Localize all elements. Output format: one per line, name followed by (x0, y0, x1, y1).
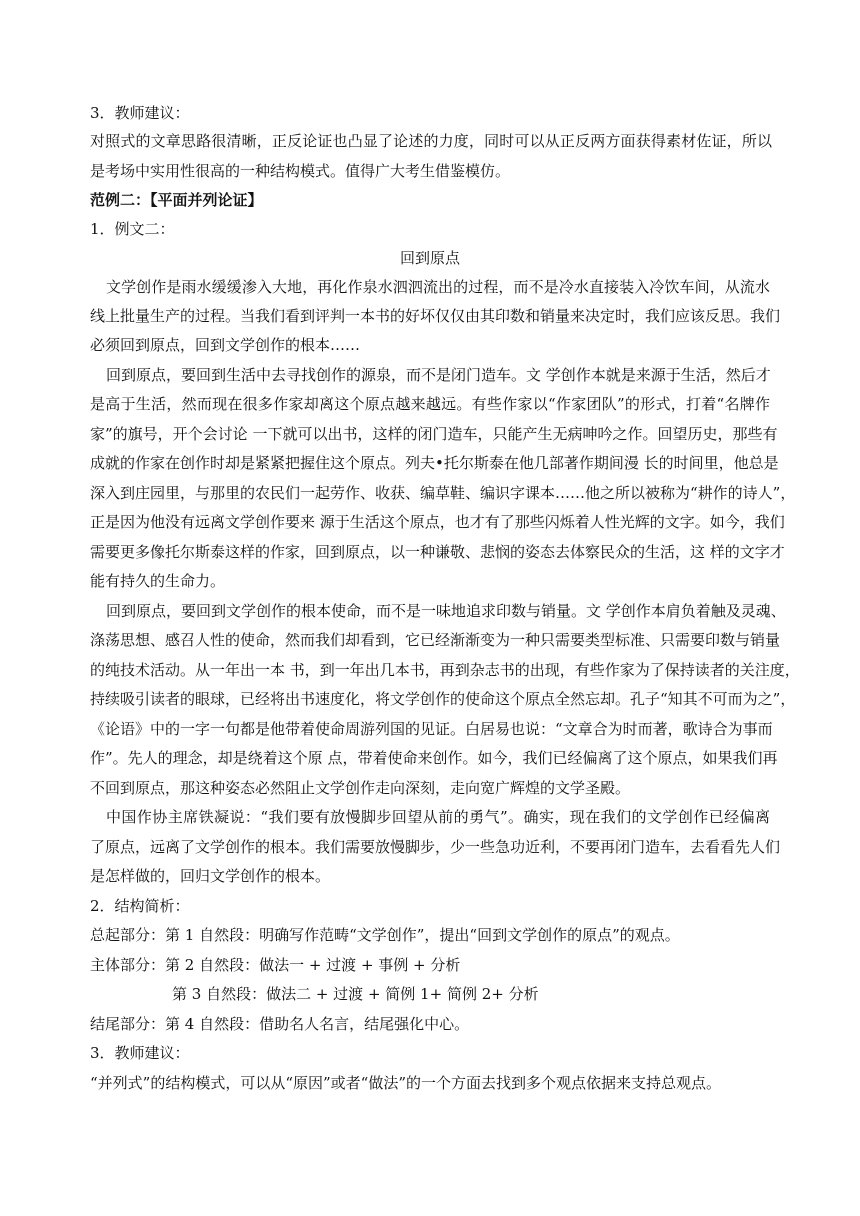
structure-row-3: 第 3 自然段：做法二 + 过渡 + 简例 1+ 简例 2+ 分析 (172, 985, 539, 1003)
essay-line-3: 必须回到原点，回到文学创作的根本…… (90, 336, 361, 354)
intro-line-2: 是考场中实用性很高的一种结构模式。值得广大考生借鉴模仿。 (90, 162, 511, 180)
structure-row-4: 结尾部分：第 4 自然段：借助名人名言，结尾强化中心。 (90, 1015, 470, 1033)
essay-line-15: 持续吸引读者的眼球，已经将出书速度化，将文学创作的使命这个原点全然忘却。孔子“知其不可而为之”， (90, 690, 796, 708)
intro-heading: 3．教师建议： (90, 104, 190, 122)
essay-line-11: 能有持久的生命力。 (90, 572, 226, 590)
essay-line-2: 线上批量生产的过程。当我们看到评判一本书的好坏仅仅由其印数和销量来决定时，我们应该反思。我们 (90, 307, 781, 325)
essay-line-21: 是怎样做的，回归文学创作的根本。 (90, 867, 331, 885)
structure-row-1: 总起部分：第 1 自然段：明确写作范畴“文学创作”，提出“回到文学创作的原点”的观点。 (90, 926, 680, 944)
structure-row-2: 主体部分：第 2 自然段：做法一 + 过渡 + 事例 + 分析 (90, 956, 461, 974)
intro-line-1: 对照式的文章思路很清晰，正反论证也凸显了论述的力度，同时可以从正反两方面获得素材佐证，所以 (90, 132, 772, 150)
essay-line-14: 的纯技术活动。从一年出一本 书，到一年出几本书，再到杂志书的出现，有些作家为了保持读者的关注度， (90, 661, 800, 679)
essay-line-17: 作”。先人的理念，却是绕着这个原 点，带着使命来创作。如今，我们已经偏离了这个原点，如果我们再 (90, 749, 778, 767)
essay-line-20: 了原点，远离了文学创作的根本。我们需要放慢脚步，少一些急功近利，不要再闭门造车，去看看先人们 (90, 838, 781, 856)
essay-line-5: 是高于生活，然而现在很多作家却离这个原点越来越远。有些作家以“作家团队”的形式，打着“名牌作 (90, 395, 770, 413)
example-two-heading: 范例二：【平面并列论证】 (90, 191, 263, 209)
essay-line-9: 正是因为他没有远离文学创作要来 源于生活这个原点，也才有了那些闪烁着人性光辉的文字。如今，我们 (90, 513, 785, 531)
example-two-subheading: 1．例文二： (90, 220, 175, 238)
essay-line-18: 不回到原点，那这种姿态必然阻止文学创作走向深刻，走向宽广辉煌的文学圣殿。 (90, 779, 631, 797)
essay-line-16: 《论语》中的一字一句都是他带着使命周游列国的见证。白居易也说：“文章合为时而著，歌诗合为事而 (90, 720, 773, 738)
essay-line-4: 回到原点，要回到生活中去寻找创作的源泉，而不是闭门造车。文 学创作本就是来源于生活，然后才 (106, 366, 771, 384)
essay-line-13: 涤荡思想、感召人性的使命，然而我们却看到，它已经渐渐变为一种只需要类型标准、只需要印数与销量 (90, 631, 781, 649)
advice-heading: 3．教师建议： (90, 1044, 190, 1062)
essay-line-8: 深入到庄园里，与那里的农民们一起劳作、收获、编草鞋、编识字课本……他之所以被称为“耕作的诗人”， (90, 484, 796, 502)
essay-line-6: 家”的旗号，开个会讨论 一下就可以出书，这样的闭门造车，只能产生无病呻吟之作。回望历史，那些有 (90, 425, 778, 443)
essay-line-7: 成就的作家在创作时却是紧紧把握住这个原点。列夫•托尔斯泰在他几部著作期间漫 长的时间里，他总是 (90, 454, 779, 472)
essay-title: 回到原点 (399, 249, 460, 267)
structure-heading: 2．结构简析： (90, 897, 190, 915)
essay-line-1: 文学创作是雨水缓缓渗入大地，再化作泉水泗泗流出的过程，而不是冷水直接装入冷饮车间，从流水 (106, 278, 770, 296)
essay-line-19: 中国作协主席铁凝说：“我们要有放慢脚步回望从前的勇气”。确实，现在我们的文学创作已经偏离 (106, 808, 770, 826)
essay-line-10: 需要更多像托尔斯泰这样的作家，回到原点，以一种谦敬、悲悯的姿态去体察民众的生活，这 样的文字才 (90, 543, 785, 561)
essay-line-12: 回到原点，要回到文学创作的根本使命，而不是一味地追求印数与销量。文 学创作本肩负着触及灵魂、 (106, 602, 786, 620)
advice-text: “并列式”的结构模式，可以从“原因”或者“做法”的一个方面去找到多个观点依据来支持总观点。 (90, 1074, 722, 1092)
